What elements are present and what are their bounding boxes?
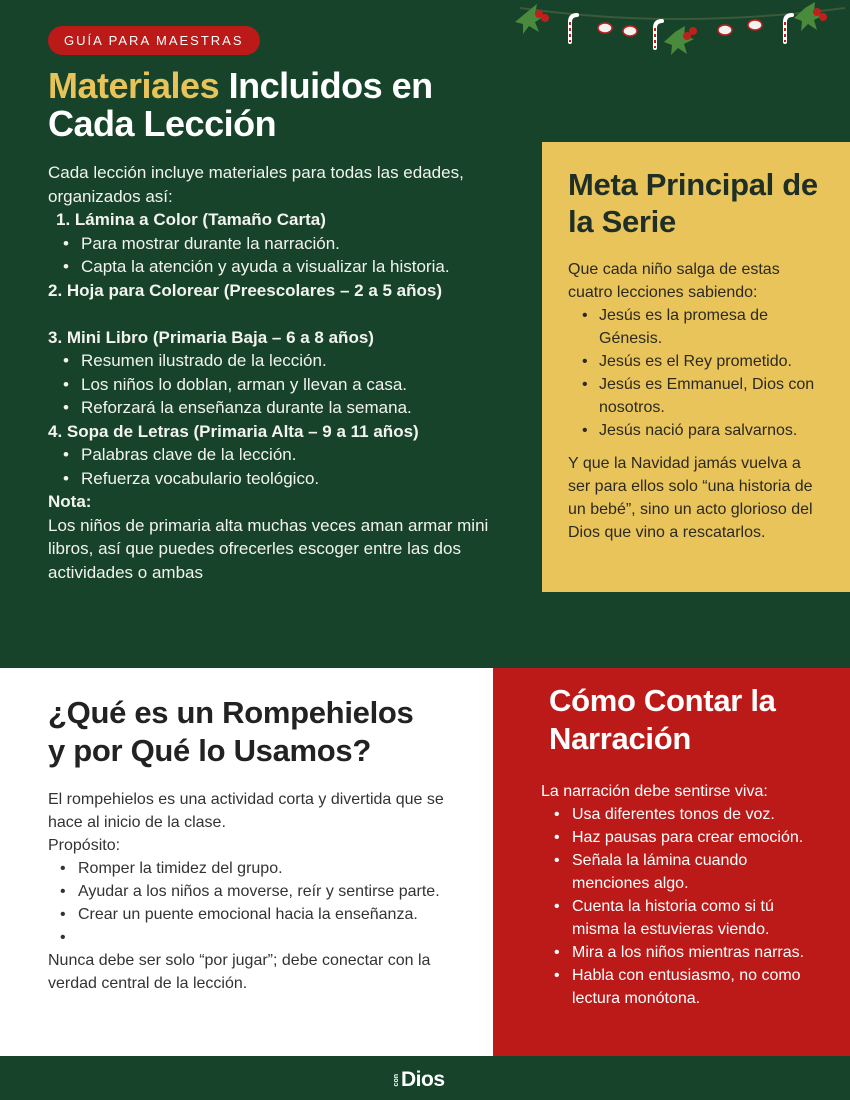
note-text: Los niños de primaria alta muchas veces aman armar mini libros, así que puedes ofrecerles escoger entre las dos actividades o ambas (48, 515, 489, 582)
material-item-3-list (48, 349, 518, 420)
purpose-label: Propósito: (48, 837, 121, 854)
narration-title: Cómo Contar la Narración (549, 683, 776, 756)
list-item: • Romper la timidez del grupo. (60, 857, 468, 880)
list-item: • Habla con entusiasmo, no como lectura monótona. (554, 964, 824, 1010)
logo-main-text: Dios (401, 1068, 445, 1091)
material-item-1: 1. Lámina a Color (Tamaño Carta) (56, 210, 326, 229)
materials-intro: Cada lección incluye materiales para todas las edades, organizados así: (48, 163, 464, 206)
list-item: • Para mostrar durante la narración. (63, 232, 518, 256)
material-item-1-list (48, 232, 518, 279)
material-item-3: 3. Mini Libro (Primaria Baja – 6 a 8 años) (48, 327, 374, 347)
logo-small-text: con (393, 1073, 400, 1087)
con-dios-logo (393, 1068, 445, 1092)
list-item: • Jesús nació para salvarnos. (582, 419, 826, 442)
list-item: • Jesús es la promesa de Génesis. (582, 304, 826, 350)
icebreaker-body (48, 788, 468, 995)
list-item: • Refuerza vocabulario teológico. (63, 467, 518, 491)
list-item: • Mira a los niños mientras narras. (554, 941, 824, 964)
title-rest: Incluidos en Cada Lección (48, 65, 433, 144)
list-item: • Jesús es el Rey prometido. (582, 350, 826, 373)
goal-intro: Que cada niño salga de estas cuatro lecciones sabiendo: (568, 261, 780, 301)
list-item: • Jesús es Emmanuel, Dios con nosotros. (582, 373, 826, 419)
list-item: • Ayudar a los niños a moverse, reír y sentirse parte. (60, 880, 468, 903)
icebreaker-title: ¿Qué es un Rompehielos y por Qué lo Usamos? (48, 695, 414, 768)
page-title (48, 67, 468, 143)
icebreaker-section (0, 668, 493, 1056)
list-item: • Señala la lámina cuando menciones algo. (554, 849, 824, 895)
goal-closing: Y que la Navidad jamás vuelva a ser para ellos solo “una historia de un bebé”, sino un acto glorioso del Dios que vino a rescatarlos. (568, 455, 813, 541)
list-item: • Resumen ilustrado de la lección. (63, 349, 518, 373)
materials-section (48, 161, 518, 584)
spacer (48, 302, 518, 326)
material-item-4: 4. Sopa de Letras (Primaria Alta – 9 a 11 años) (48, 421, 419, 441)
series-goal-box (542, 142, 850, 592)
narration-body (541, 780, 850, 1010)
list-item: • Capta la atención y ayuda a visualizar la historia. (63, 255, 518, 279)
narration-list (541, 803, 850, 1010)
icebreaker-closing: Nunca debe ser solo “por jugar”; debe conectar con la verdad central de la lección. (48, 952, 431, 992)
list-item: • Palabras clave de la lección. (63, 443, 518, 467)
guide-badge: GUÍA PARA MAESTRAS (48, 26, 260, 55)
list-item: • Haz pausas para crear emoción. (554, 826, 824, 849)
list-item: • Cuenta la historia como si tú misma la estuvieras viendo. (554, 895, 824, 941)
narration-intro: La narración debe sentirse viva: (541, 783, 768, 800)
goal-body (568, 258, 826, 544)
list-item: • Los niños lo doblan, arman y llevan a casa. (63, 373, 518, 397)
list-item: • Usa diferentes tonos de voz. (554, 803, 824, 826)
footer (0, 1056, 850, 1100)
christmas-garland-icon (515, 0, 850, 70)
title-highlight: Materiales (48, 65, 220, 106)
list-item: • Crear un puente emocional hacia la enseñanza. (60, 903, 468, 926)
goal-list (568, 304, 826, 442)
narration-section (493, 668, 850, 1056)
list-item: • Reforzará la enseñanza durante la semana. (63, 396, 518, 420)
purpose-list (48, 857, 468, 949)
material-item-4-list (48, 443, 518, 490)
material-item-2: 2. Hoja para Colorear (Preescolares – 2 a 5 años) (48, 280, 443, 300)
list-item (60, 926, 468, 949)
note-label: Nota: (48, 492, 92, 511)
goal-title: Meta Principal de la Serie (568, 167, 818, 239)
icebreaker-intro: El rompehielos es una actividad corta y divertida que se hace al inicio de la clase. (48, 791, 444, 831)
